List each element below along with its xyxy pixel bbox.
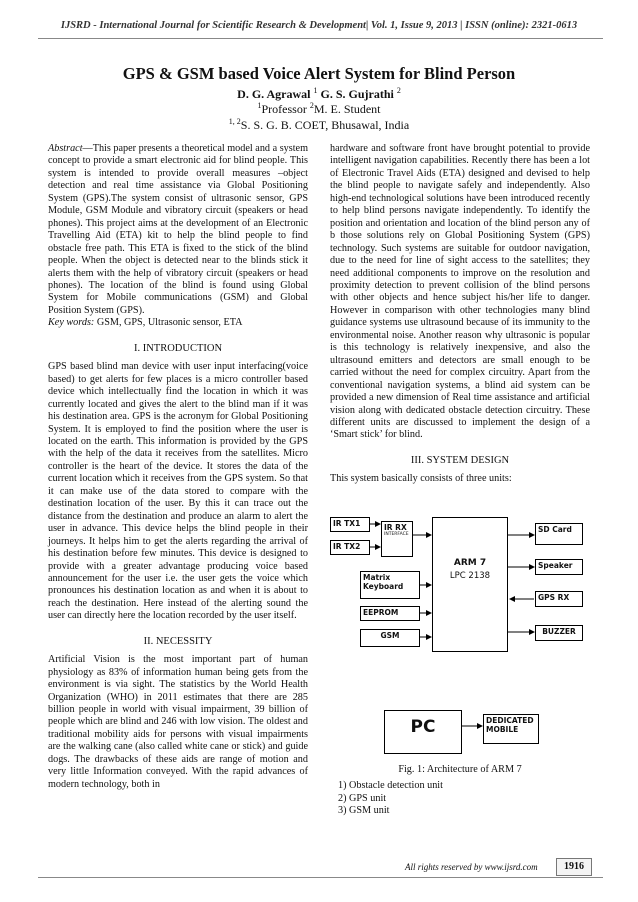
abstract-label: Abstract (48, 143, 83, 154)
ir-rx-sub: INTERFACE (384, 532, 409, 537)
page-number: 1916 (556, 858, 592, 876)
speaker-block: Speaker (535, 559, 583, 575)
footer-rights: All rights reserved by www.ijsrd.com (405, 862, 538, 872)
institute: S. S. G. B. COET, Bhusawal, India (240, 118, 410, 132)
sdcard-block: SD Card (535, 523, 583, 545)
arm7-block (432, 517, 508, 652)
unit-item: 1) Obstacle detection unit (338, 780, 443, 791)
footer-rule (38, 877, 603, 878)
arm7-label: ARM 7 (453, 558, 487, 568)
section-1-text: GPS based blind man device with user input interfacing(voice based) to get alerts for few places is a micro controller based device which intellectually find the location in which it was currently located and gives the alert to the blind man if it was his destination area. GPS is the acronym for Global Positioning System. It is employed to find the position where the user is located on the earth. This information is provided by the GPS with the help of the data it receives from the satellites. Micro controller is the heart of the device. It stores the data of the current location which it receives from the GPS system. So that it can make use of the data stored to compare with the destination location of the user. By this it can trace out the distance from the destination and produce an alarm to alert the user in advance. This device helps the blind people in their journeys. It helps him to get the alerts regarding the arrival of his destination before few minutes. This device is designed to provide with a greater advantage producing voice based announcement for the user i.e. the user gets the voice which pronounces his destination location as and when it is about to reach the destination. Here instead of the alerting sound the user can directly here the location recorded by the user itself. (48, 361, 308, 622)
ir-tx2-block: IR TX2 (330, 540, 370, 555)
authors (0, 86, 638, 102)
keywords (48, 317, 308, 329)
architecture-diagram (328, 507, 590, 662)
header-rule (38, 38, 603, 39)
keywords-text: GSM, GPS, Ultrasonic sensor, ETA (94, 317, 243, 329)
left-column (48, 143, 308, 791)
affiliation-institute (0, 117, 638, 133)
section-3-heading: III. SYSTEM DESIGN (410, 454, 510, 466)
paper-title: GPS & GSM based Voice Alert System for Blind Person (122, 64, 516, 83)
ir-rx-block (381, 521, 413, 557)
pc-mobile-diagram (384, 708, 574, 758)
abstract (48, 143, 308, 317)
role1: Professor (261, 102, 307, 116)
ir-rx-label: IR RX (384, 523, 407, 532)
author-2-sup: 2 (396, 86, 401, 95)
unit-item: 2) GPS unit (338, 792, 387, 804)
figure-caption: Fig. 1: Architecture of ARM 7 (398, 764, 522, 775)
lpc-label: LPC 2138 (449, 571, 491, 581)
pc-block: PC (384, 710, 462, 754)
section-2-heading: II. NECESSITY (143, 635, 213, 647)
dedicated-mobile-block: DEDICATED MOBILE (483, 714, 539, 744)
eeprom-block: EEPROM (360, 606, 420, 621)
units-list (338, 780, 443, 818)
unit-item: 3) GSM unit (338, 805, 390, 816)
ir-tx1-block: IR TX1 (330, 517, 370, 532)
affiliation-roles (0, 101, 638, 117)
author-2: G. S. Gujrathi (320, 87, 394, 101)
gsm-block: GSM (360, 629, 420, 647)
inst-sup: 1, 2 (228, 117, 241, 126)
right-column (330, 143, 590, 486)
keywords-label: Key words: (48, 317, 95, 329)
role2: M. E. Student (313, 102, 381, 116)
role2-sup: 2 (309, 101, 314, 110)
buzzer-block: BUZZER (535, 625, 583, 641)
matrix-keyboard-block: Matrix Keyboard (360, 571, 420, 599)
journal-header: IJSRD - International Journal for Scientific Research & Development| Vol. 1, Issue 9, 2013 | ISSN (online): 2321-0613 (60, 20, 578, 31)
gps-rx-block: GPS RX (535, 591, 583, 607)
role1-sup: 1 (257, 101, 262, 110)
section-3-text: This system basically consists of three units: (330, 473, 512, 485)
author-1: D. G. Agrawal (237, 87, 311, 101)
author-1-sup: 1 (313, 86, 318, 95)
section-1-heading: I. INTRODUCTION (133, 342, 223, 354)
section-2-text: Artificial Vision is the most important part of human physiology as 83% of information human being gets from the environment is via sight. The statistics by the World Health Organization (WHO) in 2011 estimates that there are 285 billion people in world with visual impairment, 39 billion of people which are blind and 246 with low vision. The oldest and traditional mobility aids for persons with visual impairments are the walking cane (also called white cane or stick) and guide dogs. The drawbacks of these aids are range of motion and very little Information conveyed. With the rapid advances of modern technology, both in (48, 654, 308, 790)
abstract-text: —This paper presents a theoretical model and a system concept to provide a smart electronic aid for blind people. This system is intended to provide overall measures –object detection and real time assistance via Global Positioning System (GPS).The system consist of ultrasonic sensor, GPS Module, GSM Module and vibratory circuit (speakers or head phones). This project aims at the development of an Electronic Travelling Aid (ETA) kit to help the blind people to find obstacle free path. This ETA is fixed to the stick of the blind people. When the object is detected near to the blinds stick it alerts them with the help of vibratory circuit (speakers or head phones). The location of the blind is found using Global System for Mobile communications (GSM) and Global Position System (GPS). (48, 143, 308, 316)
right-text: hardware and software front have brought potential to provide intelligent navigation capabilities. Recently there has been a lot of Electronic Travel Aids (ETA) designed and devised to help the blind people to navigate safely and independently. Also high-end technological solutions have been introduced recently to help blind persons navigate independently. To identify the position and orientation and location of the blind person any of b those solutions rely on Global Positioning System (GPS) technology. Such systems are suitable for outdoor navigation, due to the need for line of sight access to the satellites; they need additional components to improve on the resolution and proximity detection to prevent collision of the blind persons with other objects and hence subject his/her life to danger. However in comparison with other technologies many blind guidance systems use ultrasound because of its immunity to the environmental noise. Another reason why ultrasonic is popular is this technology is relatively inexpensive, and also the ultrasound emitters and detectors are small enough to be carried without the need for complex circuitry. Apart from the conventional navigation systems, a blind aid system can be provided a new dimension of Real time assistance and artificial vision along with dedicated obstacle detection circuitry. These different units are discussed to implement the design of a ‘Smart stick’ for blind. (330, 143, 590, 441)
